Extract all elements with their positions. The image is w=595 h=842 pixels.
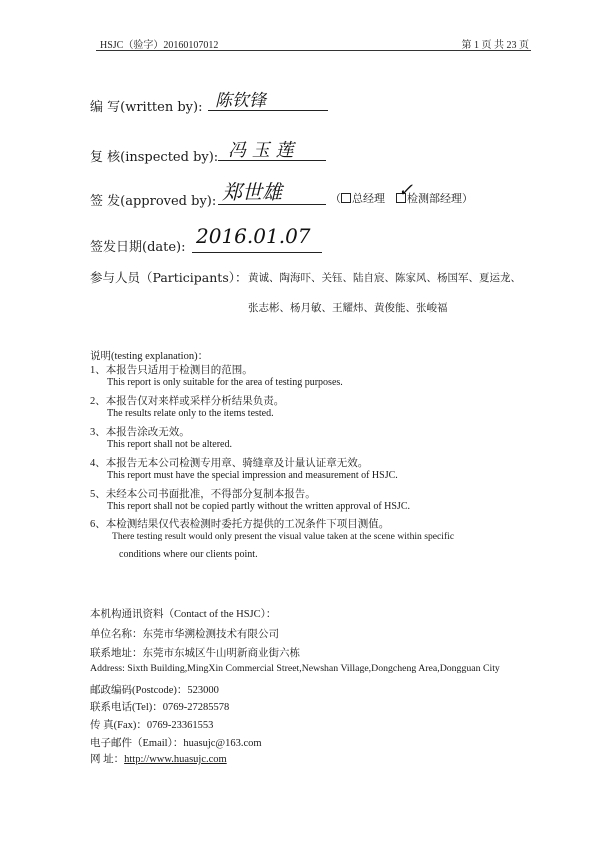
explanation-item-2-en: The results relate only to the items tested. xyxy=(107,408,274,419)
contact-title: 本机构通讯资料（Contact of the HSJC）： xyxy=(90,609,277,620)
approver-role: （ 总经理 检测部经理） xyxy=(330,193,473,205)
explanation-item-2-zh: 2、本报告仅对来样或采样分析结果负责。 xyxy=(90,396,285,407)
issue-date-line xyxy=(192,252,322,253)
contact-address-en: Address: Sixth Building,MingXin Commercial Street,Newshan Village,Dongcheng Area,Dongguan City xyxy=(90,663,500,674)
contact-postcode: 邮政编码(Postcode)：523000 xyxy=(90,685,219,696)
issue-date-row xyxy=(90,236,186,255)
explanation-item-6-zh: 6、本检测结果仅代表检测时委托方提供的工况条件下项目测值。 xyxy=(90,519,390,530)
participants-line-2: 张志彬、杨月敏、王耀炜、黄俊能、张峻福 xyxy=(248,303,448,314)
explanation-item-5-en: This report shall not be copied partly without the written approval of HSJC. xyxy=(107,501,410,512)
explanation-item-6-en: There testing result would only present the visual value taken at the scene within specific xyxy=(112,531,455,542)
contact-email: 电子邮件（Email）：huasujc@163.com xyxy=(90,738,262,749)
issue-date-label: 签发日期(date): xyxy=(90,240,186,255)
explanation-item-3-en: This report shall not be altered. xyxy=(107,439,232,450)
explanation-item-1-en: This report is only suitable for the area of testing purposes. xyxy=(107,377,343,388)
contact-fax: 传 真(Fax)：0769-23361553 xyxy=(90,720,214,731)
explanation-item-6-en-cont: conditions where our clients point. xyxy=(119,549,258,560)
page-counter: 第 1 页 共 23 页 xyxy=(461,40,529,51)
explanation-item-4-en: This report must have the special impression and measurement of HSJC. xyxy=(107,470,398,481)
contact-tel: 联系电话(Tel)：0769-27285578 xyxy=(90,702,230,713)
inspected-by-label: 复 核(inspected by): xyxy=(90,150,219,165)
participants-label: 参与人员（Participants）： xyxy=(90,270,248,285)
explanation-item-3-zh: 3、本报告涂改无效。 xyxy=(90,427,190,438)
approved-by-row xyxy=(90,190,216,209)
written-by-label: 编 写(written by): xyxy=(90,100,203,115)
contact-address-zh: 联系地址：东莞市东城区牛山明新商业街六栋 xyxy=(90,648,300,659)
issue-date-handwritten: 2016.01.07 xyxy=(196,224,311,248)
explanation-item-1-zh: 1、本报告只适用于检测目的范围。 xyxy=(90,365,253,376)
contact-website-row xyxy=(90,751,227,766)
document-code: HSJC（验字）20160107012 xyxy=(100,40,219,51)
participants-line-1: 黄诚、陶海吓、关钰、陆自宸、陈家风、杨国军、夏运龙、 xyxy=(248,273,521,284)
contact-company: 单位名称：东莞市华溯检测技术有限公司 xyxy=(90,629,279,640)
approved-by-label: 签 发(approved by): xyxy=(90,194,217,209)
written-by-signature: 陈钦锋 xyxy=(215,91,266,111)
inspected-by-row xyxy=(90,146,218,165)
explanation-item-5-zh: 5、未经本公司书面批准，不得部分复制本报告。 xyxy=(90,489,316,500)
inspected-by-signature: 冯 玉 莲 xyxy=(228,140,294,161)
explanation-item-4-zh: 4、本报告无本公司检测专用章、骑缝章及计量认证章无效。 xyxy=(90,458,369,469)
checkmark-icon: ✓ xyxy=(398,180,414,201)
explanation-title: 说明(testing explanation)： xyxy=(90,351,209,362)
approved-by-signature: 郑世雄 xyxy=(222,180,282,204)
written-by-row xyxy=(90,96,202,115)
website-link[interactable]: http://www.huasujc.com xyxy=(124,754,227,765)
general-manager-checkbox xyxy=(341,193,351,203)
header-divider xyxy=(96,50,531,51)
contact-website-label: 网 址： xyxy=(90,754,125,765)
